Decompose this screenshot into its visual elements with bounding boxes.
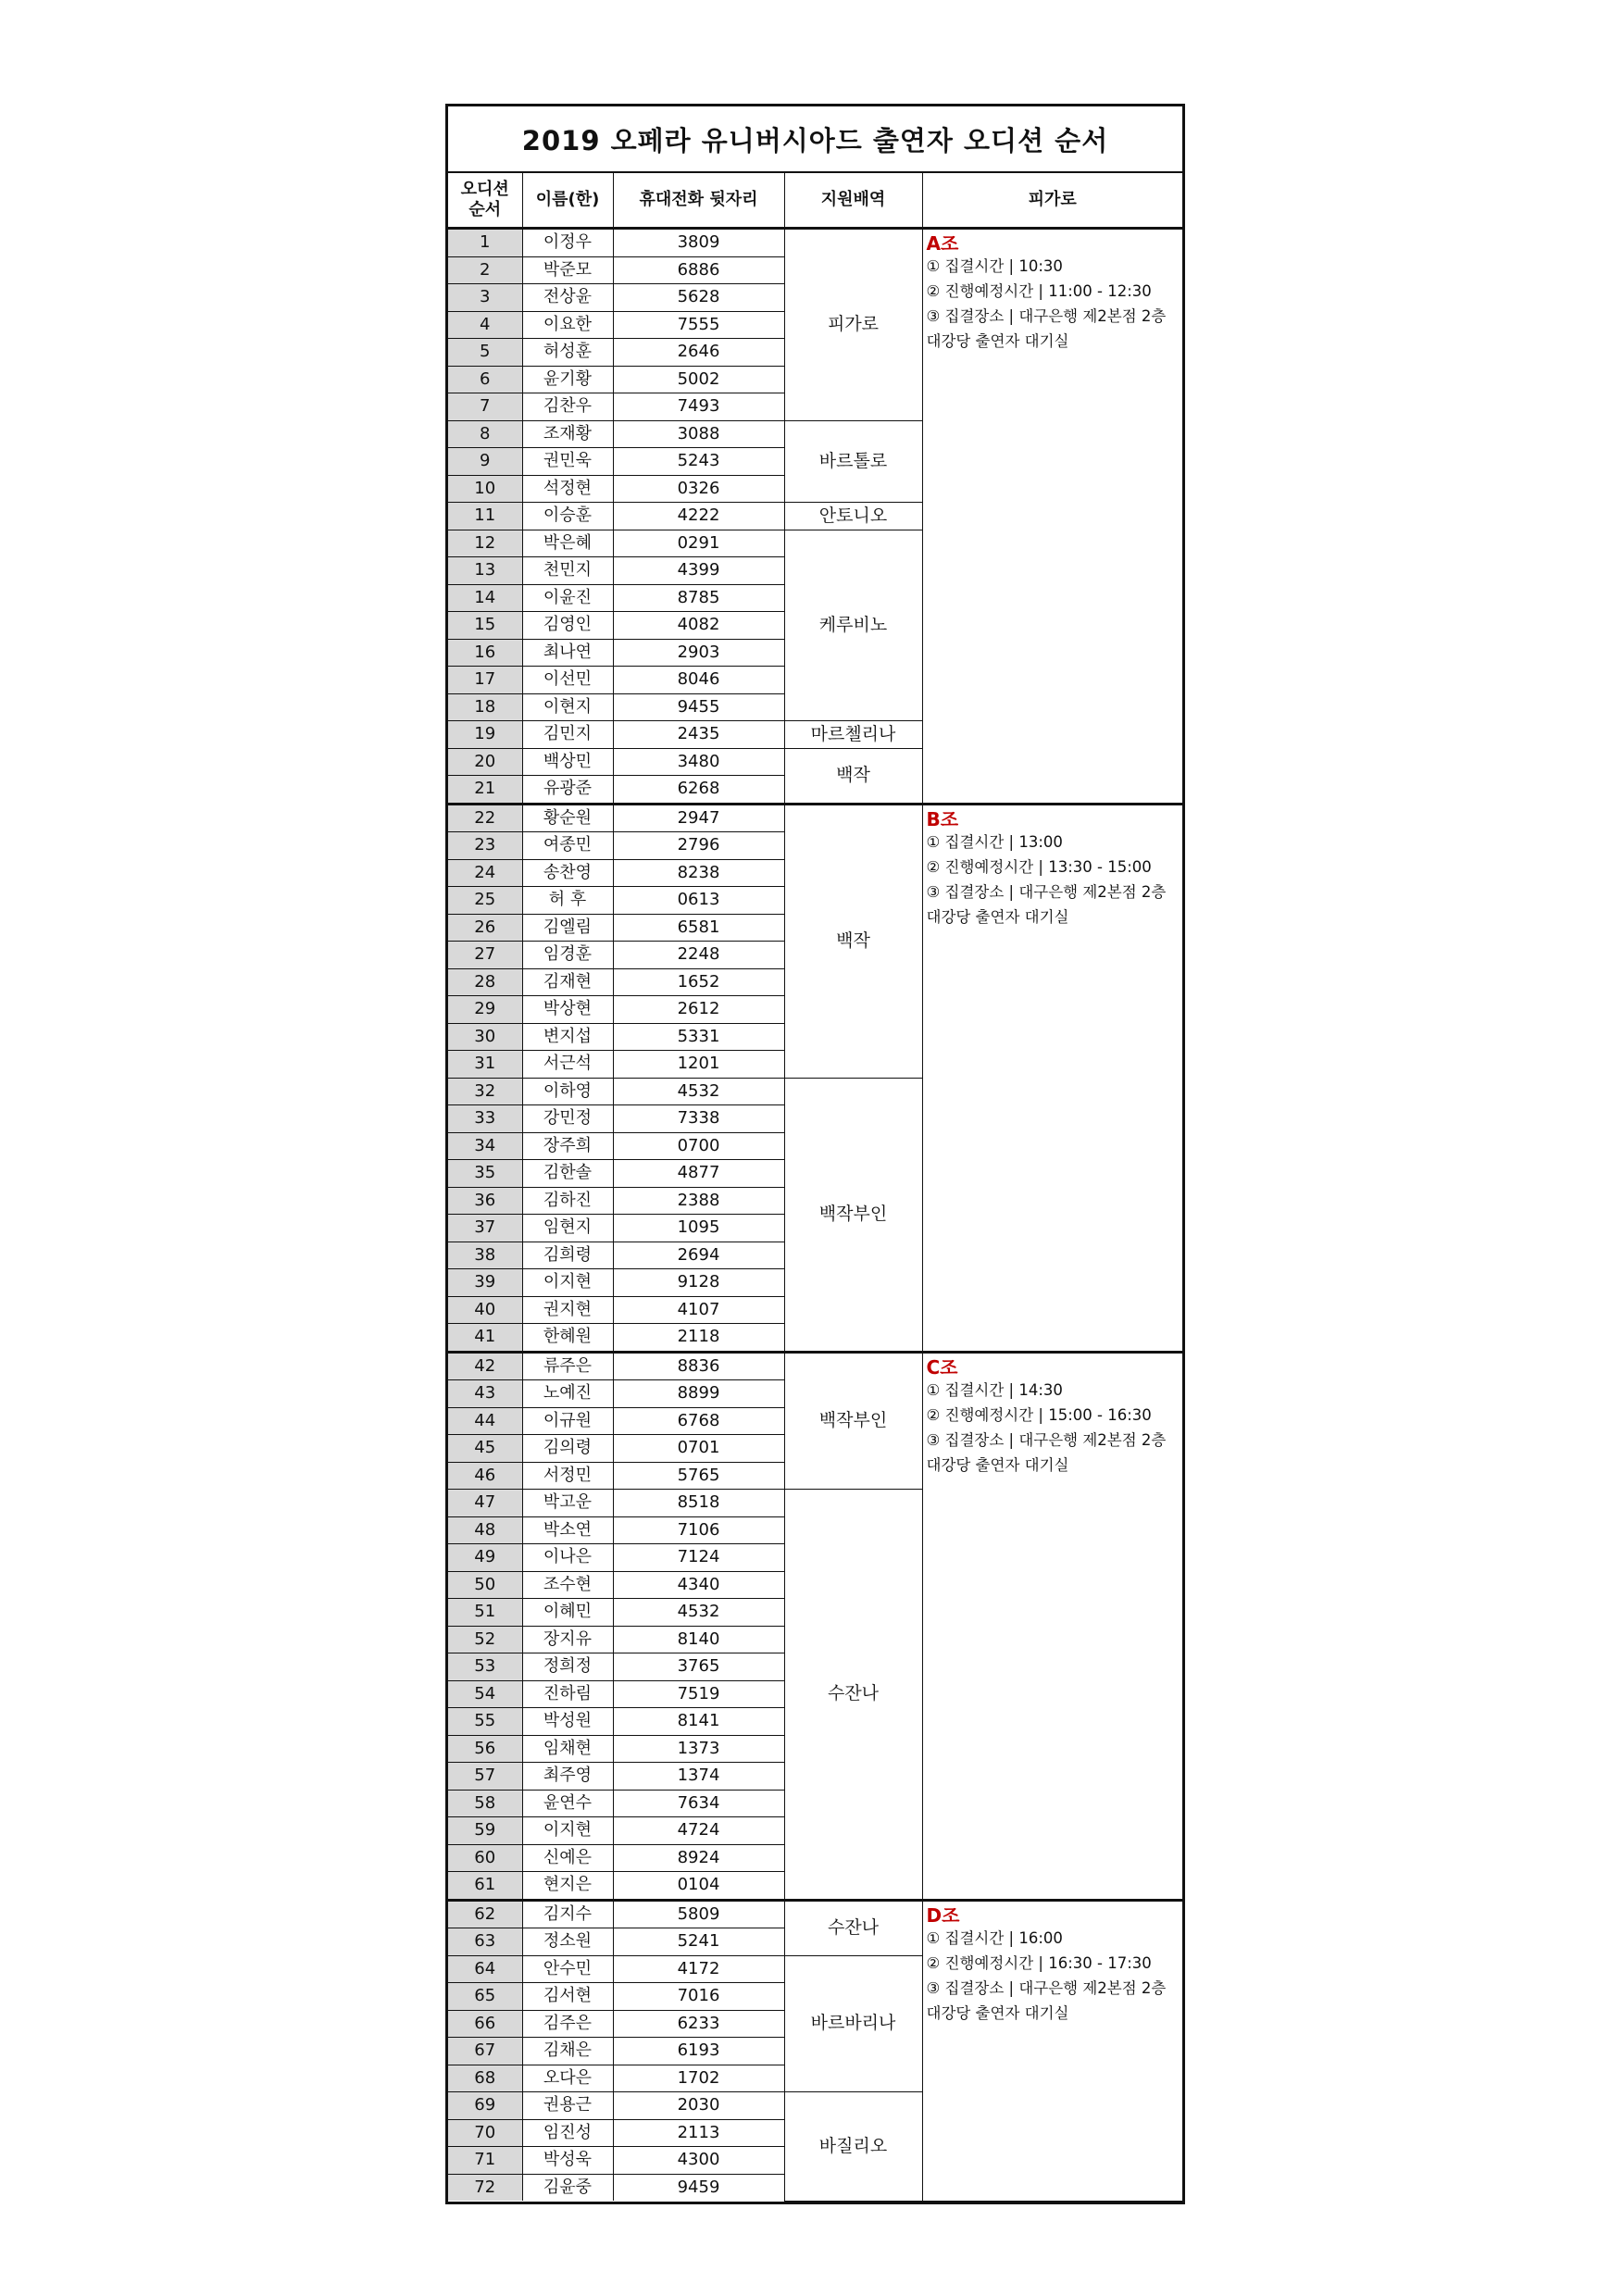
- group-note-line: ② 진행예정시간 | 13:30 - 15:00: [926, 857, 1152, 876]
- applicant-name-cell: 박은혜: [522, 530, 613, 557]
- audition-order-cell: 20: [448, 748, 522, 776]
- phone-suffix-cell: 2903: [613, 639, 784, 667]
- phone-suffix-cell: 5628: [613, 284, 784, 312]
- phone-suffix-cell: 3809: [613, 229, 784, 257]
- phone-suffix-cell: 8836: [613, 1352, 784, 1380]
- group-title: B조: [926, 807, 959, 830]
- phone-suffix-cell: 4877: [613, 1160, 784, 1188]
- applicant-name-cell: 안수민: [522, 1955, 613, 1983]
- applicant-name-cell: 류주은: [522, 1352, 613, 1380]
- table-row: [448, 1352, 1182, 1380]
- applicant-name-cell: 백상민: [522, 748, 613, 776]
- applicant-name-cell: 이하영: [522, 1078, 613, 1105]
- phone-suffix-cell: 5765: [613, 1462, 784, 1490]
- audition-order-cell: 11: [448, 503, 522, 530]
- phone-suffix-cell: 2694: [613, 1242, 784, 1269]
- applicant-name-cell: 이정우: [522, 229, 613, 257]
- audition-order-cell: 40: [448, 1296, 522, 1324]
- phone-suffix-cell: 2947: [613, 804, 784, 832]
- phone-suffix-cell: 9455: [613, 693, 784, 721]
- audition-order-cell: 16: [448, 639, 522, 667]
- applicant-name-cell: 전상윤: [522, 284, 613, 312]
- applicant-name-cell: 박성원: [522, 1708, 613, 1736]
- role-cell: 피가로: [784, 229, 922, 421]
- applicant-name-cell: 이선민: [522, 667, 613, 694]
- phone-suffix-cell: 2388: [613, 1187, 784, 1215]
- applicant-name-cell: 김영인: [522, 612, 613, 640]
- audition-order-cell: 9: [448, 448, 522, 476]
- phone-suffix-cell: 4724: [613, 1817, 784, 1845]
- phone-suffix-cell: 4082: [613, 612, 784, 640]
- applicant-name-cell: 오다은: [522, 2065, 613, 2092]
- group-notes-cell: [922, 1900, 1182, 2201]
- audition-order-cell: 12: [448, 530, 522, 557]
- role-cell: 백작부인: [784, 1352, 922, 1490]
- applicant-name-cell: 임경훈: [522, 942, 613, 969]
- applicant-name-cell: 권지현: [522, 1296, 613, 1324]
- phone-suffix-cell: 0701: [613, 1435, 784, 1463]
- phone-suffix-cell: 5243: [613, 448, 784, 476]
- applicant-name-cell: 이지현: [522, 1817, 613, 1845]
- audition-order-cell: 23: [448, 832, 522, 860]
- phone-suffix-cell: 8899: [613, 1380, 784, 1408]
- audition-order-cell: 28: [448, 968, 522, 996]
- applicant-name-cell: 허성훈: [522, 339, 613, 367]
- applicant-name-cell: 임진성: [522, 2119, 613, 2147]
- phone-suffix-cell: 6233: [613, 2010, 784, 2038]
- applicant-name-cell: 변지섭: [522, 1023, 613, 1051]
- group-note-line: ① 집결시간 | 13:00: [926, 832, 1063, 851]
- audition-order-cell: 46: [448, 1462, 522, 1490]
- applicant-name-cell: 박준모: [522, 256, 613, 284]
- applicant-name-cell: 현지은: [522, 1872, 613, 1901]
- applicant-name-cell: 신예은: [522, 1844, 613, 1872]
- applicant-name-cell: 박고운: [522, 1490, 613, 1517]
- audition-order-cell: 59: [448, 1817, 522, 1845]
- applicant-name-cell: 허 후: [522, 887, 613, 915]
- audition-order-cell: 63: [448, 1928, 522, 1956]
- audition-order-cell: 14: [448, 584, 522, 612]
- phone-suffix-cell: 4532: [613, 1599, 784, 1627]
- phone-suffix-cell: 3765: [613, 1653, 784, 1681]
- audition-order-cell: 29: [448, 996, 522, 1024]
- audition-order-cell: 71: [448, 2147, 522, 2175]
- phone-suffix-cell: 9128: [613, 1269, 784, 1297]
- header-order-label: 오디션 순서: [460, 179, 509, 219]
- header-notes: 피가로: [922, 173, 1182, 229]
- audition-order-cell: 34: [448, 1132, 522, 1160]
- applicant-name-cell: 강민정: [522, 1105, 613, 1133]
- audition-order-cell: 37: [448, 1215, 522, 1242]
- phone-suffix-cell: 0104: [613, 1872, 784, 1901]
- page-title: 2019 오페라 유니버시아드 출연자 오디션 순서: [448, 106, 1182, 173]
- audition-order-cell: 60: [448, 1844, 522, 1872]
- applicant-name-cell: 김채은: [522, 2038, 613, 2065]
- phone-suffix-cell: 6768: [613, 1407, 784, 1435]
- applicant-name-cell: 윤기황: [522, 366, 613, 393]
- phone-suffix-cell: 7016: [613, 1983, 784, 2011]
- audition-order-cell: 65: [448, 1983, 522, 2011]
- phone-suffix-cell: 5331: [613, 1023, 784, 1051]
- audition-order-cell: 58: [448, 1790, 522, 1817]
- phone-suffix-cell: 1201: [613, 1051, 784, 1079]
- phone-suffix-cell: 4222: [613, 503, 784, 530]
- phone-suffix-cell: 0700: [613, 1132, 784, 1160]
- phone-suffix-cell: 1652: [613, 968, 784, 996]
- applicant-name-cell: 노예진: [522, 1380, 613, 1408]
- applicant-name-cell: 이승훈: [522, 503, 613, 530]
- audition-order-cell: 67: [448, 2038, 522, 2065]
- audition-order-cell: 25: [448, 887, 522, 915]
- group-note-line: ③ 집결장소 | 대구은행 제2본점 2층 대강당 출연자 대기실: [926, 882, 1167, 926]
- applicant-name-cell: 권민욱: [522, 448, 613, 476]
- applicant-name-cell: 박상현: [522, 996, 613, 1024]
- audition-sheet: [445, 104, 1185, 2204]
- phone-suffix-cell: 8046: [613, 667, 784, 694]
- audition-order-cell: 56: [448, 1735, 522, 1763]
- audition-order-cell: 50: [448, 1571, 522, 1599]
- phone-suffix-cell: 6581: [613, 914, 784, 942]
- header-name: 이름(한): [522, 173, 613, 229]
- audition-order-cell: 48: [448, 1516, 522, 1544]
- applicant-name-cell: 정희정: [522, 1653, 613, 1681]
- phone-suffix-cell: 4107: [613, 1296, 784, 1324]
- table-row: [448, 804, 1182, 832]
- audition-order-cell: 35: [448, 1160, 522, 1188]
- phone-suffix-cell: 2113: [613, 2119, 784, 2147]
- table-row: [448, 1900, 1182, 1928]
- role-cell: 수잔나: [784, 1490, 922, 1901]
- applicant-name-cell: 김하진: [522, 1187, 613, 1215]
- audition-order-cell: 42: [448, 1352, 522, 1380]
- phone-suffix-cell: 4340: [613, 1571, 784, 1599]
- phone-suffix-cell: 6193: [613, 2038, 784, 2065]
- role-cell: 케루비노: [784, 530, 922, 721]
- audition-order-cell: 31: [448, 1051, 522, 1079]
- audition-order-cell: 55: [448, 1708, 522, 1736]
- audition-order-cell: 38: [448, 1242, 522, 1269]
- applicant-name-cell: 황순원: [522, 804, 613, 832]
- audition-order-cell: 66: [448, 2010, 522, 2038]
- applicant-name-cell: 김지수: [522, 1900, 613, 1928]
- audition-order-cell: 49: [448, 1544, 522, 1572]
- phone-suffix-cell: 4399: [613, 557, 784, 585]
- phone-suffix-cell: 7519: [613, 1680, 784, 1708]
- applicant-name-cell: 최주영: [522, 1763, 613, 1791]
- phone-suffix-cell: 7493: [613, 393, 784, 421]
- applicant-name-cell: 이요한: [522, 311, 613, 339]
- audition-order-cell: 21: [448, 776, 522, 805]
- header-phone: 휴대전화 뒷자리: [613, 173, 784, 229]
- applicant-name-cell: 김엘림: [522, 914, 613, 942]
- audition-order-cell: 41: [448, 1324, 522, 1353]
- group-notes-cell: [922, 1352, 1182, 1900]
- group-note-line: ② 진행예정시간 | 15:00 - 16:30: [926, 1405, 1152, 1424]
- phone-suffix-cell: 1374: [613, 1763, 784, 1791]
- phone-suffix-cell: 2796: [613, 832, 784, 860]
- audition-order-cell: 39: [448, 1269, 522, 1297]
- audition-order-cell: 4: [448, 311, 522, 339]
- audition-order-cell: 33: [448, 1105, 522, 1133]
- group-note-line: ② 진행예정시간 | 11:00 - 12:30: [926, 282, 1152, 300]
- applicant-name-cell: 장지유: [522, 1626, 613, 1653]
- audition-order-cell: 10: [448, 475, 522, 503]
- role-cell: 안토니오: [784, 503, 922, 530]
- audition-order-cell: 70: [448, 2119, 522, 2147]
- applicant-name-cell: 김윤중: [522, 2174, 613, 2201]
- applicant-name-cell: 송찬영: [522, 859, 613, 887]
- phone-suffix-cell: 8238: [613, 859, 784, 887]
- phone-suffix-cell: 7338: [613, 1105, 784, 1133]
- phone-suffix-cell: 2248: [613, 942, 784, 969]
- applicant-name-cell: 임현지: [522, 1215, 613, 1242]
- group-title: C조: [926, 1355, 958, 1379]
- applicant-name-cell: 석정현: [522, 475, 613, 503]
- audition-order-cell: 54: [448, 1680, 522, 1708]
- group-title: D조: [926, 1903, 960, 1927]
- audition-order-cell: 15: [448, 612, 522, 640]
- phone-suffix-cell: 4300: [613, 2147, 784, 2175]
- phone-suffix-cell: 8518: [613, 1490, 784, 1517]
- audition-order-cell: 45: [448, 1435, 522, 1463]
- applicant-name-cell: 김한솔: [522, 1160, 613, 1188]
- applicant-name-cell: 장주희: [522, 1132, 613, 1160]
- group-note-line: ③ 집결장소 | 대구은행 제2본점 2층 대강당 출연자 대기실: [926, 1978, 1167, 2022]
- audition-order-cell: 22: [448, 804, 522, 832]
- audition-order-cell: 27: [448, 942, 522, 969]
- audition-order-cell: 51: [448, 1599, 522, 1627]
- audition-table: [448, 173, 1182, 2202]
- role-cell: 백작: [784, 748, 922, 804]
- header-role: 지원배역: [784, 173, 922, 229]
- table-row: [448, 229, 1182, 257]
- applicant-name-cell: 김찬우: [522, 393, 613, 421]
- phone-suffix-cell: 6886: [613, 256, 784, 284]
- phone-suffix-cell: 2118: [613, 1324, 784, 1353]
- phone-suffix-cell: 9459: [613, 2174, 784, 2201]
- group-note-line: ③ 집결장소 | 대구은행 제2본점 2층 대강당 출연자 대기실: [926, 307, 1167, 350]
- phone-suffix-cell: 1702: [613, 2065, 784, 2092]
- phone-suffix-cell: 2646: [613, 339, 784, 367]
- audition-order-cell: 32: [448, 1078, 522, 1105]
- applicant-name-cell: 권용근: [522, 2092, 613, 2120]
- phone-suffix-cell: 5241: [613, 1928, 784, 1956]
- role-cell: 수잔나: [784, 1900, 922, 1955]
- phone-suffix-cell: 7634: [613, 1790, 784, 1817]
- header-row: [448, 173, 1182, 229]
- header-order: [448, 173, 522, 229]
- applicant-name-cell: 김희령: [522, 1242, 613, 1269]
- phone-suffix-cell: 0291: [613, 530, 784, 557]
- phone-suffix-cell: 5809: [613, 1900, 784, 1928]
- role-cell: 마르첼리나: [784, 721, 922, 749]
- role-cell: 바르톨로: [784, 420, 922, 503]
- applicant-name-cell: 유광준: [522, 776, 613, 805]
- audition-order-cell: 2: [448, 256, 522, 284]
- applicant-name-cell: 진하림: [522, 1680, 613, 1708]
- phone-suffix-cell: 6268: [613, 776, 784, 805]
- applicant-name-cell: 최나연: [522, 639, 613, 667]
- group-note-line: ③ 집결장소 | 대구은행 제2본점 2층 대강당 출연자 대기실: [926, 1430, 1167, 1474]
- audition-order-cell: 43: [448, 1380, 522, 1408]
- group-note-line: ② 진행예정시간 | 16:30 - 17:30: [926, 1953, 1152, 1972]
- applicant-name-cell: 조재황: [522, 420, 613, 448]
- group-note-line: ① 집결시간 | 16:00: [926, 1928, 1063, 1947]
- role-cell: 바질리오: [784, 2092, 922, 2202]
- audition-order-cell: 17: [448, 667, 522, 694]
- phone-suffix-cell: 0326: [613, 475, 784, 503]
- audition-order-cell: 47: [448, 1490, 522, 1517]
- group-notes-cell: [922, 804, 1182, 1352]
- audition-order-cell: 19: [448, 721, 522, 749]
- phone-suffix-cell: 1373: [613, 1735, 784, 1763]
- audition-order-cell: 57: [448, 1763, 522, 1791]
- applicant-name-cell: 한혜원: [522, 1324, 613, 1353]
- audition-order-cell: 3: [448, 284, 522, 312]
- applicant-name-cell: 김민지: [522, 721, 613, 749]
- applicant-name-cell: 조수현: [522, 1571, 613, 1599]
- phone-suffix-cell: 4532: [613, 1078, 784, 1105]
- role-cell: 백작부인: [784, 1078, 922, 1352]
- applicant-name-cell: 이지현: [522, 1269, 613, 1297]
- group-note-line: ① 집결시간 | 10:30: [926, 257, 1063, 275]
- audition-order-cell: 1: [448, 229, 522, 257]
- phone-suffix-cell: 7106: [613, 1516, 784, 1544]
- audition-order-cell: 24: [448, 859, 522, 887]
- applicant-name-cell: 김의령: [522, 1435, 613, 1463]
- phone-suffix-cell: 7555: [613, 311, 784, 339]
- applicant-name-cell: 윤연수: [522, 1790, 613, 1817]
- phone-suffix-cell: 1095: [613, 1215, 784, 1242]
- audition-order-cell: 72: [448, 2174, 522, 2201]
- phone-suffix-cell: 3088: [613, 420, 784, 448]
- audition-order-cell: 61: [448, 1872, 522, 1901]
- phone-suffix-cell: 4172: [613, 1955, 784, 1983]
- audition-order-cell: 8: [448, 420, 522, 448]
- applicant-name-cell: 서정민: [522, 1462, 613, 1490]
- audition-order-cell: 44: [448, 1407, 522, 1435]
- audition-order-cell: 6: [448, 366, 522, 393]
- applicant-name-cell: 김서현: [522, 1983, 613, 2011]
- applicant-name-cell: 이혜민: [522, 1599, 613, 1627]
- applicant-name-cell: 박성욱: [522, 2147, 613, 2175]
- phone-suffix-cell: 2435: [613, 721, 784, 749]
- audition-order-cell: 18: [448, 693, 522, 721]
- applicant-name-cell: 이윤진: [522, 584, 613, 612]
- applicant-name-cell: 천민지: [522, 557, 613, 585]
- phone-suffix-cell: 8785: [613, 584, 784, 612]
- audition-order-cell: 26: [448, 914, 522, 942]
- audition-order-cell: 30: [448, 1023, 522, 1051]
- audition-order-cell: 5: [448, 339, 522, 367]
- audition-order-cell: 36: [448, 1187, 522, 1215]
- role-cell: 바르바리나: [784, 1955, 922, 2092]
- audition-order-cell: 13: [448, 557, 522, 585]
- audition-order-cell: 69: [448, 2092, 522, 2120]
- applicant-name-cell: 정소원: [522, 1928, 613, 1956]
- audition-order-cell: 62: [448, 1900, 522, 1928]
- phone-suffix-cell: 8924: [613, 1844, 784, 1872]
- applicant-name-cell: 김주은: [522, 2010, 613, 2038]
- group-title: A조: [926, 232, 959, 255]
- audition-order-cell: 53: [448, 1653, 522, 1681]
- audition-order-cell: 7: [448, 393, 522, 421]
- group-note-line: ① 집결시간 | 14:30: [926, 1380, 1063, 1399]
- applicant-name-cell: 김재현: [522, 968, 613, 996]
- applicant-name-cell: 이나은: [522, 1544, 613, 1572]
- applicant-name-cell: 이현지: [522, 693, 613, 721]
- audition-order-cell: 52: [448, 1626, 522, 1653]
- group-notes-cell: [922, 229, 1182, 805]
- phone-suffix-cell: 8140: [613, 1626, 784, 1653]
- phone-suffix-cell: 2612: [613, 996, 784, 1024]
- role-cell: 백작: [784, 804, 922, 1078]
- applicant-name-cell: 여종민: [522, 832, 613, 860]
- phone-suffix-cell: 7124: [613, 1544, 784, 1572]
- applicant-name-cell: 이규원: [522, 1407, 613, 1435]
- phone-suffix-cell: 0613: [613, 887, 784, 915]
- applicant-name-cell: 임채현: [522, 1735, 613, 1763]
- phone-suffix-cell: 3480: [613, 748, 784, 776]
- audition-order-cell: 68: [448, 2065, 522, 2092]
- table-body: [448, 229, 1182, 2202]
- audition-order-cell: 64: [448, 1955, 522, 1983]
- phone-suffix-cell: 8141: [613, 1708, 784, 1736]
- applicant-name-cell: 서근석: [522, 1051, 613, 1079]
- phone-suffix-cell: 5002: [613, 366, 784, 393]
- applicant-name-cell: 박소연: [522, 1516, 613, 1544]
- phone-suffix-cell: 2030: [613, 2092, 784, 2120]
